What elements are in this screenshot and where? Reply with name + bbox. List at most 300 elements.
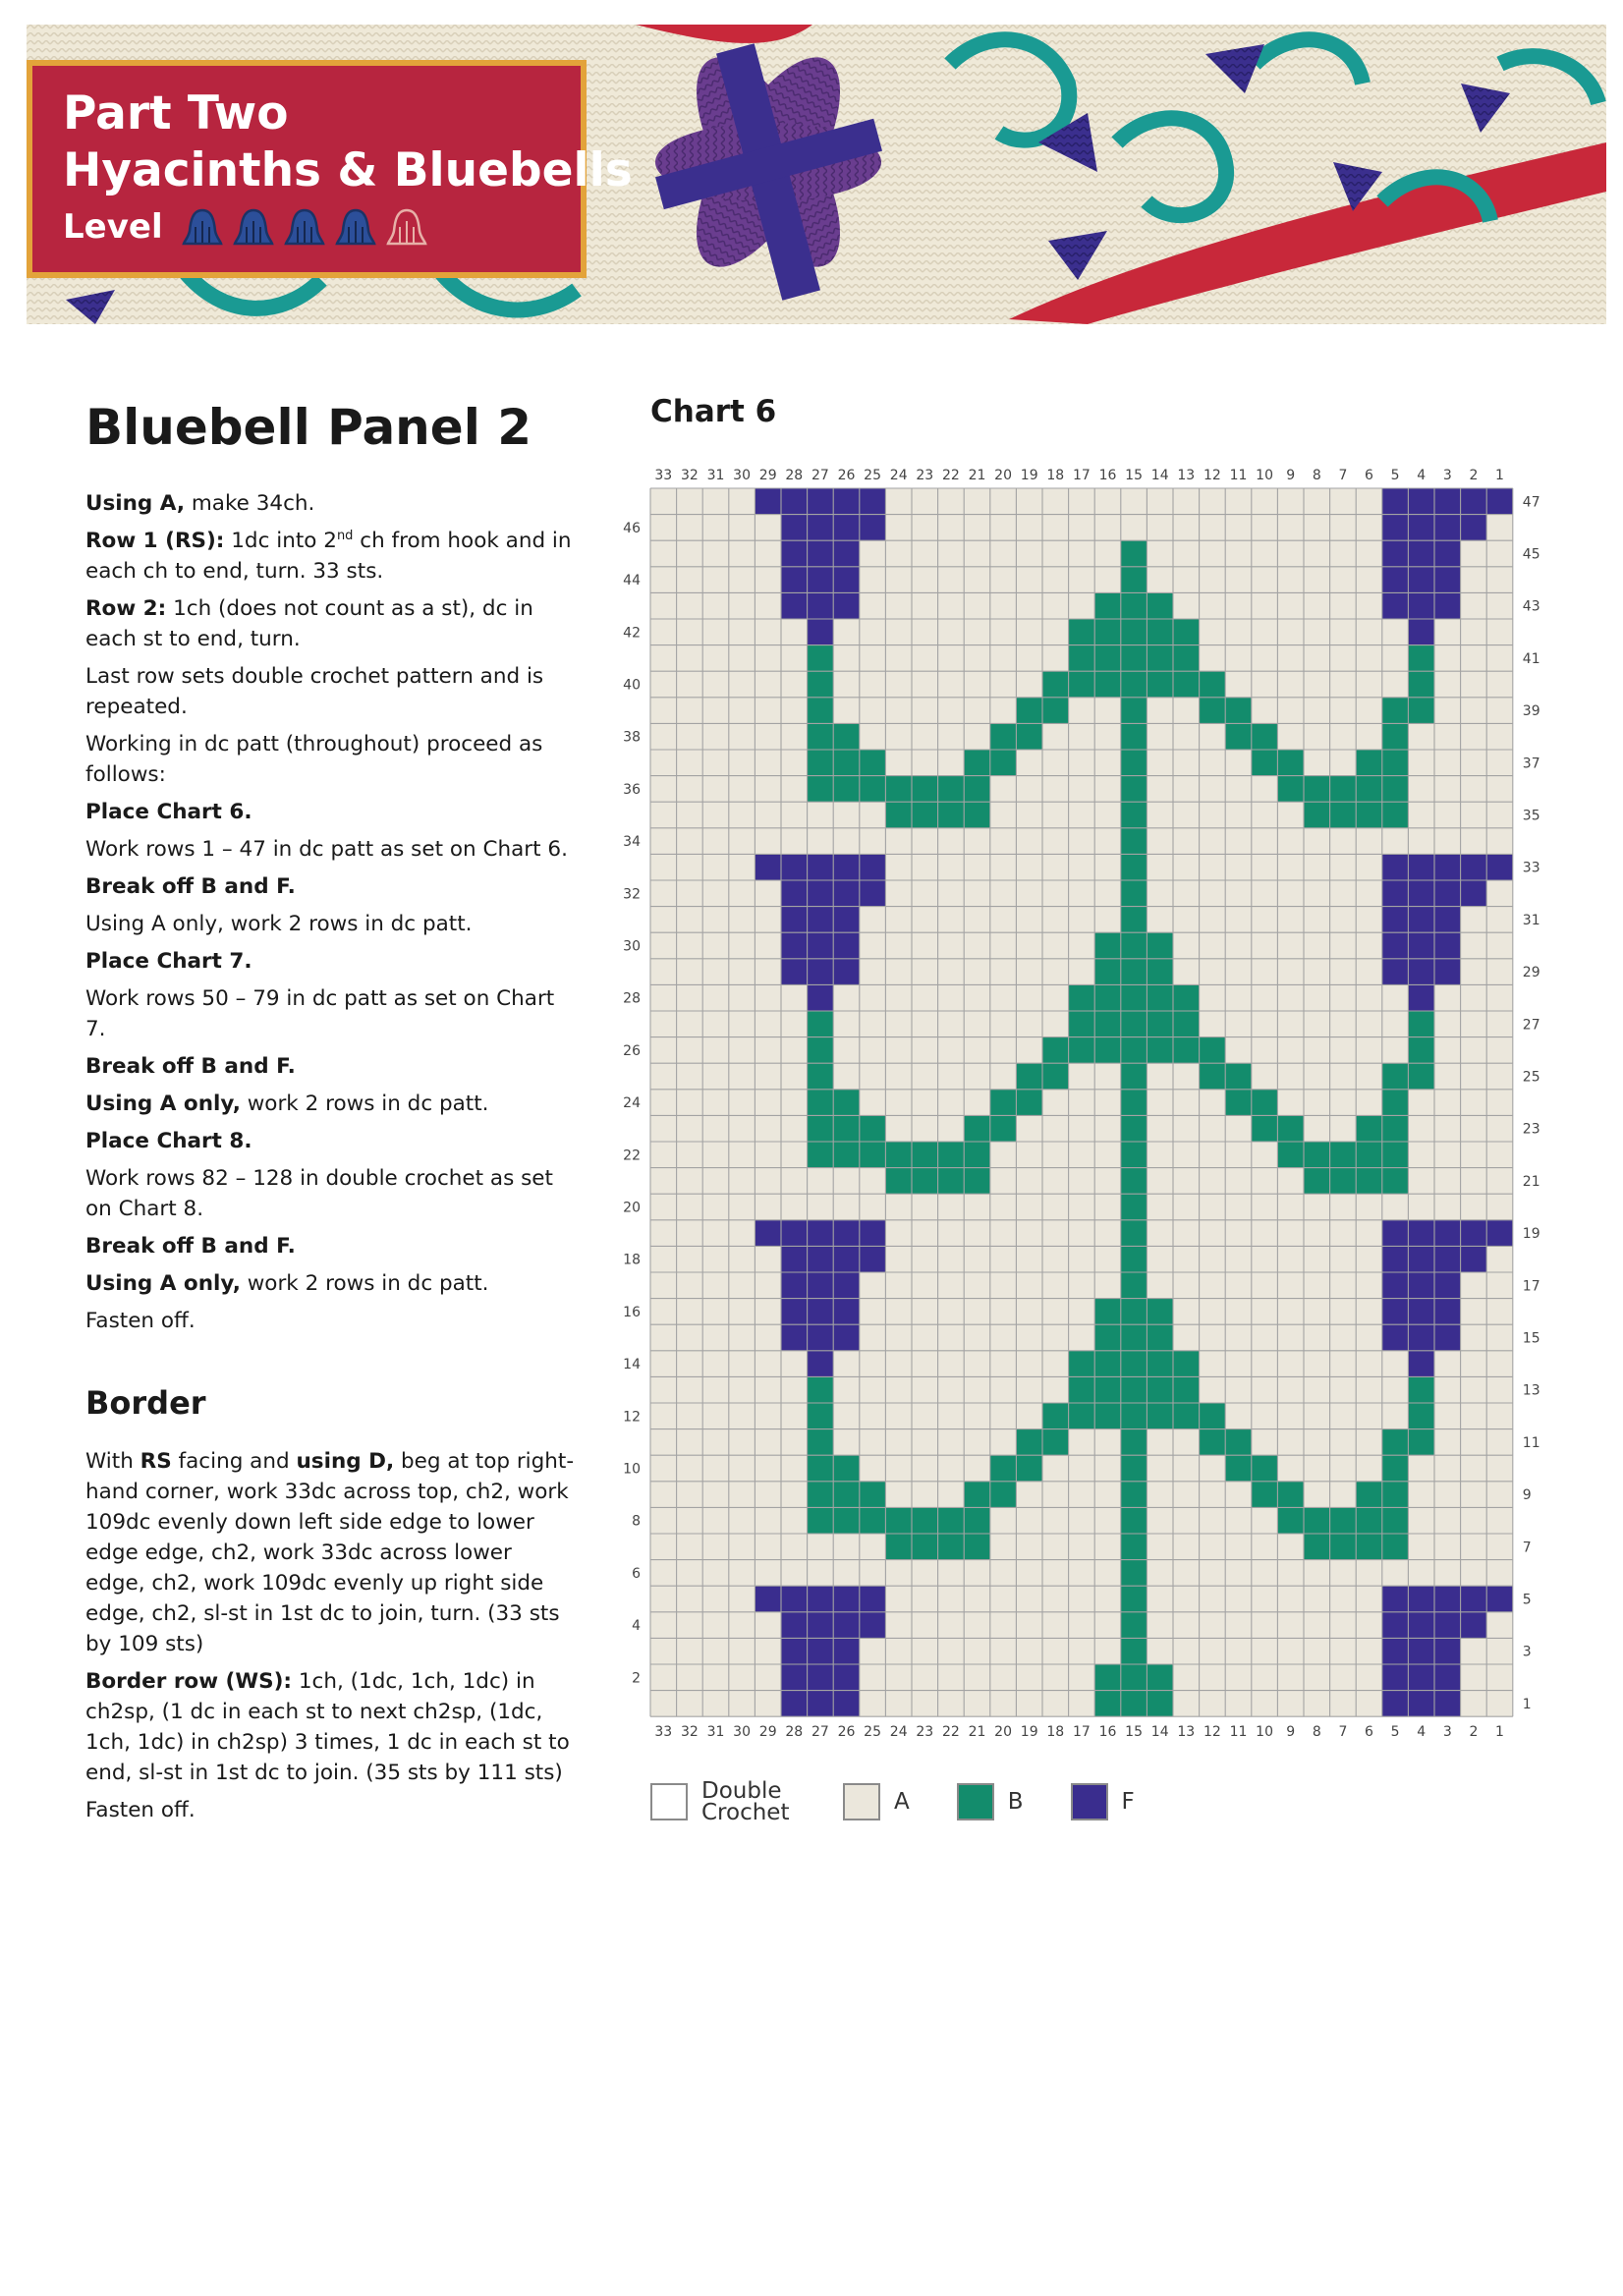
- chart-cell: [729, 671, 756, 698]
- chart-cell: [1356, 1534, 1382, 1560]
- chart-cell: [964, 1534, 990, 1560]
- column-label-bottom: 9: [1286, 1724, 1296, 1741]
- chart-cell: [964, 880, 990, 907]
- chart-cell: [650, 1664, 677, 1691]
- chart-cell: [1461, 1272, 1487, 1299]
- chart-cell: [1121, 1482, 1147, 1508]
- column-label-bottom: 23: [916, 1724, 934, 1741]
- chart-cell: [808, 1272, 834, 1299]
- chart-cell: [1304, 592, 1330, 619]
- chart-cell: [1173, 619, 1200, 645]
- chart-cell: [860, 1090, 886, 1116]
- chart-cell: [1042, 1612, 1069, 1639]
- chart-cell: [702, 1090, 729, 1116]
- chart-cell: [912, 1455, 938, 1482]
- row-label-right: 17: [1522, 1278, 1540, 1295]
- chart-cell: [1382, 1090, 1409, 1116]
- column-label-top: 30: [733, 468, 752, 483]
- chart-cell: [808, 1090, 834, 1116]
- chart-cell: [1016, 828, 1042, 855]
- chart-cell: [1042, 1063, 1069, 1090]
- chart-cell: [729, 1324, 756, 1351]
- chart-cell: [1147, 567, 1173, 593]
- chart-cell: [677, 671, 703, 698]
- chart-cell: [1094, 698, 1121, 724]
- chart-cell: [1330, 959, 1357, 985]
- chart-cell: [1408, 1612, 1434, 1639]
- chart-cell: [1356, 1115, 1382, 1142]
- chart-cell: [1461, 1612, 1487, 1639]
- chart-cell: [755, 1403, 781, 1429]
- chart-cell: [1016, 959, 1042, 985]
- chart-cell: [1304, 645, 1330, 672]
- chart-cell: [964, 1194, 990, 1220]
- chart-cell: [755, 1638, 781, 1664]
- chart-cell: [677, 959, 703, 985]
- row-label-left: 38: [623, 729, 641, 746]
- chart-cell: [1434, 984, 1461, 1011]
- chart-cell: [1225, 907, 1252, 933]
- chart-cell: [964, 1507, 990, 1534]
- chart-cell: [1225, 1142, 1252, 1168]
- chart-cell: [860, 1586, 886, 1612]
- chart-cell: [650, 1299, 677, 1325]
- chart-cell: [1382, 959, 1409, 985]
- chart-cell: [1225, 1560, 1252, 1587]
- chart-cell: [1016, 488, 1042, 515]
- chart-cell: [912, 698, 938, 724]
- chart-cell: [808, 619, 834, 645]
- chart-cell: [1042, 959, 1069, 985]
- chart-cell: [1277, 1063, 1304, 1090]
- chart-cell: [860, 959, 886, 985]
- chart-cell: [1200, 1455, 1226, 1482]
- column-label-bottom: 18: [1046, 1724, 1065, 1741]
- chart-cell: [1356, 1455, 1382, 1482]
- chart-cell: [1382, 1063, 1409, 1090]
- part-label: Part Two: [63, 86, 289, 140]
- chart-cell: [1173, 1324, 1200, 1351]
- chart-cell: [1382, 488, 1409, 515]
- chart-cell: [650, 723, 677, 750]
- chart-cell: [755, 880, 781, 907]
- chart-cell: [1200, 1037, 1226, 1064]
- chart-cell: [1069, 932, 1095, 959]
- chart-cell: [912, 567, 938, 593]
- chart-cell: [1200, 567, 1226, 593]
- chart-cell: [1200, 828, 1226, 855]
- chart-legend: [650, 1780, 1182, 1823]
- chart-cell: [1173, 932, 1200, 959]
- chart-cell: [1461, 1246, 1487, 1272]
- chart-cell: [1461, 1482, 1487, 1508]
- chart-cell: [1382, 1534, 1409, 1560]
- chart-cell: [1408, 1560, 1434, 1587]
- chart-cell: [702, 1429, 729, 1456]
- chart-cell: [964, 488, 990, 515]
- chart-cell: [1252, 1272, 1278, 1299]
- chart-cell: [1225, 645, 1252, 672]
- chart-cell: [1042, 1534, 1069, 1560]
- chart-cell: [1200, 1403, 1226, 1429]
- chart-cell: [1016, 1482, 1042, 1508]
- chart-cell: [755, 1351, 781, 1377]
- chart-cell: [885, 854, 912, 880]
- chart-cell: [1094, 1299, 1121, 1325]
- fasten-off-1: Fasten off.: [85, 1309, 196, 1333]
- chart-cell: [755, 1194, 781, 1220]
- chart-cell: [1094, 723, 1121, 750]
- chart-cell: [990, 671, 1017, 698]
- chart-cell: [1486, 1246, 1513, 1272]
- chart-cell: [912, 1507, 938, 1534]
- chart-cell: [702, 540, 729, 567]
- chart-cell: [729, 1220, 756, 1247]
- chart-cell: [1408, 1272, 1434, 1299]
- chart-cell: [860, 828, 886, 855]
- chart-cell: [677, 932, 703, 959]
- chart-cell: [1486, 1691, 1513, 1717]
- chart-cell: [1434, 619, 1461, 645]
- chart-cell: [990, 592, 1017, 619]
- chart-cell: [677, 984, 703, 1011]
- column-label-top: 32: [680, 468, 699, 483]
- chart-cell: [781, 1376, 808, 1403]
- chart-cell: [1042, 1168, 1069, 1195]
- bell-icon-empty: [385, 207, 428, 247]
- chart-cell: [1461, 1638, 1487, 1664]
- chart-cell: [964, 671, 990, 698]
- chart-cell: [1225, 1037, 1252, 1064]
- chart-cell: [885, 1534, 912, 1560]
- chart-cell: [1121, 1560, 1147, 1587]
- chart-cell: [1147, 1507, 1173, 1534]
- chart-cell: [729, 776, 756, 803]
- chart-cell: [1486, 1037, 1513, 1064]
- chart-cell: [1200, 1194, 1226, 1220]
- legend-label-double-crochet: Double Crochet: [701, 1778, 790, 1825]
- chart-cell: [702, 854, 729, 880]
- chart-cell: [1225, 984, 1252, 1011]
- chart-cell: [1434, 907, 1461, 933]
- chart-cell: [1042, 1090, 1069, 1116]
- chart-cell: [833, 984, 860, 1011]
- chart-cell: [1094, 854, 1121, 880]
- chart-cell: [1225, 854, 1252, 880]
- chart-cell: [964, 776, 990, 803]
- chart-cell: [964, 619, 990, 645]
- chart-cell: [1225, 1664, 1252, 1691]
- chart-cell: [1252, 1534, 1278, 1560]
- chart-cell: [1016, 1507, 1042, 1534]
- chart-cell: [885, 932, 912, 959]
- chart-cell: [1173, 1011, 1200, 1037]
- chart-cell: [1121, 1376, 1147, 1403]
- chart-cell: [755, 645, 781, 672]
- chart-cell: [1042, 540, 1069, 567]
- chart-cell: [1330, 1194, 1357, 1220]
- chart-cell: [1434, 1299, 1461, 1325]
- chart-cell: [1069, 1246, 1095, 1272]
- column-label-top: 21: [968, 468, 986, 483]
- chart-cell: [1173, 1376, 1200, 1403]
- chart-cell: [1486, 1272, 1513, 1299]
- chart-cell: [1121, 1534, 1147, 1560]
- chart-cell: [1016, 802, 1042, 828]
- chart-cell: [1408, 540, 1434, 567]
- chart-cell: [781, 750, 808, 776]
- chart-cell: [1434, 1612, 1461, 1639]
- chart-cell: [1304, 1194, 1330, 1220]
- chart-cell: [781, 1534, 808, 1560]
- chart-cell: [1042, 828, 1069, 855]
- chart-cell: [833, 1351, 860, 1377]
- chart-cell: [781, 1455, 808, 1482]
- chart-cell: [781, 1586, 808, 1612]
- chart-cell: [1330, 802, 1357, 828]
- chart-cell: [833, 1455, 860, 1482]
- chart-cell: [1356, 1324, 1382, 1351]
- chart-cell: [1486, 1403, 1513, 1429]
- column-label-top: 15: [1125, 468, 1144, 483]
- chart-cell: [677, 907, 703, 933]
- chart-cell: [1330, 1037, 1357, 1064]
- chart-cell: [1461, 567, 1487, 593]
- chart-cell: [808, 488, 834, 515]
- chart-cell: [1304, 1638, 1330, 1664]
- chart-cell: [885, 1507, 912, 1534]
- chart-cell: [885, 515, 912, 541]
- chart-cell: [1069, 488, 1095, 515]
- chart-cell: [755, 592, 781, 619]
- column-label-bottom: 31: [706, 1724, 725, 1741]
- chart-cell: [650, 1037, 677, 1064]
- row-label-right: 47: [1522, 494, 1540, 511]
- chart-cell: [1225, 567, 1252, 593]
- chart-cell: [1094, 1638, 1121, 1664]
- chart-cell: [912, 1560, 938, 1587]
- chart-cell: [1252, 592, 1278, 619]
- chart-cell: [1382, 1011, 1409, 1037]
- chart-cell: [833, 592, 860, 619]
- chart-cell: [1330, 1612, 1357, 1639]
- chart-cell: [1094, 1351, 1121, 1377]
- chart-cell: [781, 619, 808, 645]
- chart-cell: [1486, 1324, 1513, 1351]
- chart-cell: [729, 1011, 756, 1037]
- chart-cell: [1225, 1272, 1252, 1299]
- chart-cell: [1461, 1299, 1487, 1325]
- row-label-right: 1: [1522, 1696, 1532, 1712]
- chart-cell: [1434, 488, 1461, 515]
- chart-cell: [1382, 1638, 1409, 1664]
- row-label-left: 28: [623, 990, 641, 1007]
- chart-cell: [885, 880, 912, 907]
- chart-cell: [1200, 1534, 1226, 1560]
- chart-cell: [729, 907, 756, 933]
- chart-cell: [702, 907, 729, 933]
- row1-instruction: Row 1 (RS): 1dc into 2nd ch from hook and in each ch to end, turn. 33 sts.: [85, 528, 572, 584]
- chart-cell: [885, 1455, 912, 1482]
- chart-cell: [833, 1403, 860, 1429]
- chart-cell: [1434, 592, 1461, 619]
- chart-cell: [1330, 828, 1357, 855]
- chart-cell: [1147, 1115, 1173, 1142]
- chart-cell: [860, 1220, 886, 1247]
- using-a-1: Using A only, work 2 rows in dc patt.: [85, 912, 473, 936]
- chart-cell: [1173, 1612, 1200, 1639]
- chart-cell: [1304, 1246, 1330, 1272]
- chart-cell: [912, 1376, 938, 1403]
- chart-cell: [1408, 671, 1434, 698]
- chart-cell: [1121, 1638, 1147, 1664]
- chart-cell: [808, 1351, 834, 1377]
- chart-cell: [912, 1691, 938, 1717]
- chart-cell: [1042, 1638, 1069, 1664]
- column-label-bottom: 12: [1203, 1724, 1221, 1741]
- column-label-top: 19: [1020, 468, 1038, 483]
- chart-cell: [808, 671, 834, 698]
- chart-cell: [912, 1063, 938, 1090]
- chart-cell: [1382, 984, 1409, 1011]
- chart-cell: [1382, 1194, 1409, 1220]
- chart-cell: [1173, 1403, 1200, 1429]
- chart-cell: [702, 1586, 729, 1612]
- chart-cell: [1330, 619, 1357, 645]
- chart-cell: [1304, 1403, 1330, 1429]
- chart-cell: [1408, 1063, 1434, 1090]
- chart-cell: [1042, 592, 1069, 619]
- chart-cell: [1016, 1638, 1042, 1664]
- chart-cell: [1173, 567, 1200, 593]
- chart-cell: [938, 1272, 965, 1299]
- row-label-left: 44: [623, 573, 641, 589]
- chart-cell: [1304, 1507, 1330, 1534]
- chart-cell: [1277, 880, 1304, 907]
- chart-cell: [964, 1115, 990, 1142]
- chart-cell: [912, 1011, 938, 1037]
- chart-cell: [781, 1011, 808, 1037]
- chart-cell: [1121, 619, 1147, 645]
- chart-cell: [755, 776, 781, 803]
- chart-cell: [1461, 619, 1487, 645]
- row-label-right: 3: [1522, 1644, 1532, 1660]
- chart-cell: [1408, 1090, 1434, 1116]
- chart-cell: [1408, 1011, 1434, 1037]
- chart-cell: [1356, 1168, 1382, 1195]
- column-label-top: 12: [1203, 468, 1221, 483]
- chart-cell: [833, 698, 860, 724]
- row-label-right: 39: [1522, 703, 1540, 720]
- chart-cell: [781, 1482, 808, 1508]
- chart-cell: [1069, 1664, 1095, 1691]
- chart-cell: [990, 1272, 1017, 1299]
- chart-cell: [677, 1403, 703, 1429]
- chart-cell: [938, 1482, 965, 1508]
- chart-cell: [1147, 1063, 1173, 1090]
- column-label-top: 17: [1072, 468, 1091, 483]
- chart-cell: [1042, 1142, 1069, 1168]
- chart-cell: [1408, 907, 1434, 933]
- chart-cell: [755, 1691, 781, 1717]
- chart-cell: [1304, 1482, 1330, 1508]
- chart-cell: [860, 1299, 886, 1325]
- chart-cell: [1304, 567, 1330, 593]
- row-label-left: 26: [623, 1042, 641, 1059]
- chart-cell: [1356, 645, 1382, 672]
- chart-cell: [1356, 1194, 1382, 1220]
- chart-cell: [938, 1037, 965, 1064]
- chart-cell: [1200, 540, 1226, 567]
- chart-cell: [1173, 907, 1200, 933]
- chart-cell: [808, 1037, 834, 1064]
- chart-cell: [1016, 1351, 1042, 1377]
- chart-cell: [677, 1324, 703, 1351]
- chart-cell: [677, 1455, 703, 1482]
- chart-cell: [1382, 619, 1409, 645]
- chart-cell: [1225, 515, 1252, 541]
- chart-cell: [1461, 1534, 1487, 1560]
- chart-cell: [677, 828, 703, 855]
- column-label-top: 24: [889, 468, 908, 483]
- chart-cell: [1461, 1691, 1487, 1717]
- chart-cell: [1434, 1324, 1461, 1351]
- chart-cell: [1277, 1351, 1304, 1377]
- chart-cell: [650, 567, 677, 593]
- chart-cell: [1382, 1376, 1409, 1403]
- chart-cell: [1382, 1612, 1409, 1639]
- chart-cell: [1225, 1376, 1252, 1403]
- chart-cell: [1304, 1376, 1330, 1403]
- chart-cell: [1147, 645, 1173, 672]
- chart-cell: [1382, 828, 1409, 855]
- chart-cell: [702, 1220, 729, 1247]
- chart-cell: [912, 645, 938, 672]
- chart-cell: [1304, 1691, 1330, 1717]
- chart-cell: [755, 828, 781, 855]
- chart-cell: [1147, 1403, 1173, 1429]
- chart-cell: [1356, 907, 1382, 933]
- chart-cell: [938, 1455, 965, 1482]
- chart-cell: [860, 1037, 886, 1064]
- column-label-top: 8: [1312, 468, 1321, 483]
- chart-cell: [885, 619, 912, 645]
- chart-cell: [1042, 723, 1069, 750]
- chart-cell: [1304, 1429, 1330, 1456]
- chart-cell: [912, 1586, 938, 1612]
- chart-cell: [1252, 1220, 1278, 1247]
- chart-cell: [702, 984, 729, 1011]
- chart-cell: [1252, 619, 1278, 645]
- chart-cell: [702, 671, 729, 698]
- chart-cell: [1382, 1115, 1409, 1142]
- chart-cell: [938, 984, 965, 1011]
- chart-cell: [1330, 750, 1357, 776]
- chart-cell: [1121, 1324, 1147, 1351]
- chart-cell: [1434, 802, 1461, 828]
- chart-cell: [833, 1063, 860, 1090]
- chart-cell: [1356, 619, 1382, 645]
- chart-cell: [1121, 698, 1147, 724]
- chart-cell: [1277, 1691, 1304, 1717]
- chart-cell: [1408, 723, 1434, 750]
- chart-cell: [808, 1142, 834, 1168]
- chart-cell: [1356, 1351, 1382, 1377]
- chart-cell: [1069, 1638, 1095, 1664]
- chart-cell: [650, 540, 677, 567]
- column-label-bottom: 8: [1312, 1724, 1321, 1741]
- chart-cell: [938, 1664, 965, 1691]
